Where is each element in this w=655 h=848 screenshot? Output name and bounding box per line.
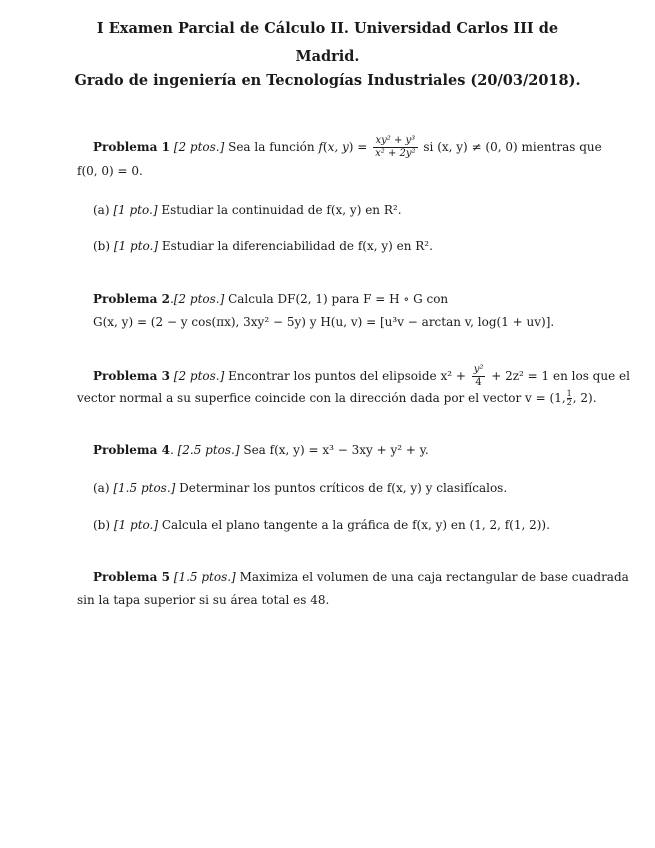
problem-3-line-2-a: vector normal a su superfice coincide con la dirección dada por el vector v = (1, <box>77 391 566 405</box>
problem-1-text-b: si (x, y) ≠ (0, 0) mientras que <box>423 140 602 154</box>
problem-1-points: [2 ptos.] <box>173 140 225 154</box>
problem-3-label: Problema 3 <box>93 369 170 383</box>
problem-1-part-a-prefix: (a) <box>93 203 110 217</box>
problem-4-part-a <box>0 482 655 494</box>
problem-1-text-a: Sea la función <box>228 140 315 154</box>
problem-4-part-a-points: [1.5 ptos.] <box>113 481 176 495</box>
problem-1-part-b-text: Estudiar la diferenciabilidad de f(x, y) en R². <box>161 239 433 253</box>
problem-3-text-a: Encontrar los puntos del elipsoide x² + <box>228 369 466 383</box>
problem-4-part-b-text: Calcula el plano tangente a la gráfica de f(x, y) en (1, 2, f(1, 2)). <box>161 518 550 532</box>
problem-3-points: [2 ptos.] <box>173 369 225 383</box>
problem-2-points: .[2 ptos.] <box>169 292 225 306</box>
problem-2-statement <box>0 293 655 305</box>
problem-4-points: . [2.5 ptos.] <box>169 443 240 457</box>
exam-title-line-1: I Examen Parcial de Cálculo II. Universidad Carlos III de <box>96 20 559 37</box>
problem-5-label: Problema 5 <box>93 570 170 584</box>
problem-1-part-b-points: [1 pto.] <box>113 239 159 253</box>
problem-2-label: Problema 2 <box>93 292 170 306</box>
problem-3-fraction-numerator: y² <box>473 364 484 375</box>
problem-2-text: Calcula DF(2, 1) para F = H ∘ G con <box>228 292 449 306</box>
problem-3-vector-fraction <box>567 390 572 407</box>
problem-3-fraction-denominator: 4 <box>472 376 486 388</box>
problem-4-part-b-points: [1 pto.] <box>113 518 159 532</box>
problem-1-fraction <box>373 136 417 159</box>
problem-3-vector-fraction-denominator: 2 <box>566 398 572 407</box>
problem-4-part-a-prefix: (a) <box>93 481 110 495</box>
problem-1-part-a <box>0 204 655 216</box>
problem-1-line-2: f(0, 0) = 0. <box>77 164 143 178</box>
problem-3-text-b: + 2z² = 1 en los que el <box>491 369 630 383</box>
problem-3-vector-fraction-numerator: 1 <box>566 389 572 398</box>
problem-5-statement <box>0 571 655 583</box>
problem-4-statement <box>0 444 655 456</box>
problem-1-part-a-text: Estudiar la continuidad de f(x, y) en R². <box>161 203 402 217</box>
problem-1-label: Problema 1 <box>93 140 170 154</box>
problem-3-statement <box>0 365 655 388</box>
problem-1-fraction-denominator: x² + 2y² <box>375 148 416 159</box>
problem-4-label: Problema 4 <box>93 443 170 457</box>
problem-4-part-b-prefix: (b) <box>93 518 111 532</box>
exam-title-line-3: Grado de ingeniería en Tecnologías Industriales (20/03/2018). <box>74 72 581 89</box>
problem-1-fraction-numerator: xy² + y³ <box>375 135 416 146</box>
exam-title-line-2: Madrid. <box>295 48 360 65</box>
problem-3-line-2-b: , 2). <box>572 391 597 405</box>
problem-4-part-a-text: Determinar los puntos críticos de f(x, y) y clasifícalos. <box>179 481 508 495</box>
problem-3-line-2 <box>0 390 655 407</box>
problem-3-fraction <box>472 365 486 388</box>
problem-5-points: [1.5 ptos.] <box>173 570 236 584</box>
problem-1-part-b <box>0 240 655 252</box>
problem-1-part-a-points: [1 pto.] <box>113 203 158 217</box>
problem-4-text: Sea f(x, y) = x³ − 3xy + y² + y. <box>243 443 429 457</box>
problem-5-line-2: sin la tapa superior si su área total es 48. <box>77 593 330 607</box>
problem-1-statement: Problema 1 [2 ptos.] Sea la función f(x, y) = $\frac{\text{xy² + y³}}{\text{x² + 2y²}}$ si (x, y) ≠ (0, 0) mientras que <box>93 135 602 159</box>
problem-4-part-b <box>0 519 655 531</box>
problem-2-line-2: G(x, y) = (2 − y cos(πx), 3xy² − 5y) y H(u, v) = [u³v − arctan v, log(1 + uv)]. <box>93 315 555 329</box>
problem-5-text: Maximiza el volumen de una caja rectangular de base cuadrada <box>239 570 629 584</box>
problem-1-part-b-prefix: (b) <box>93 239 111 253</box>
